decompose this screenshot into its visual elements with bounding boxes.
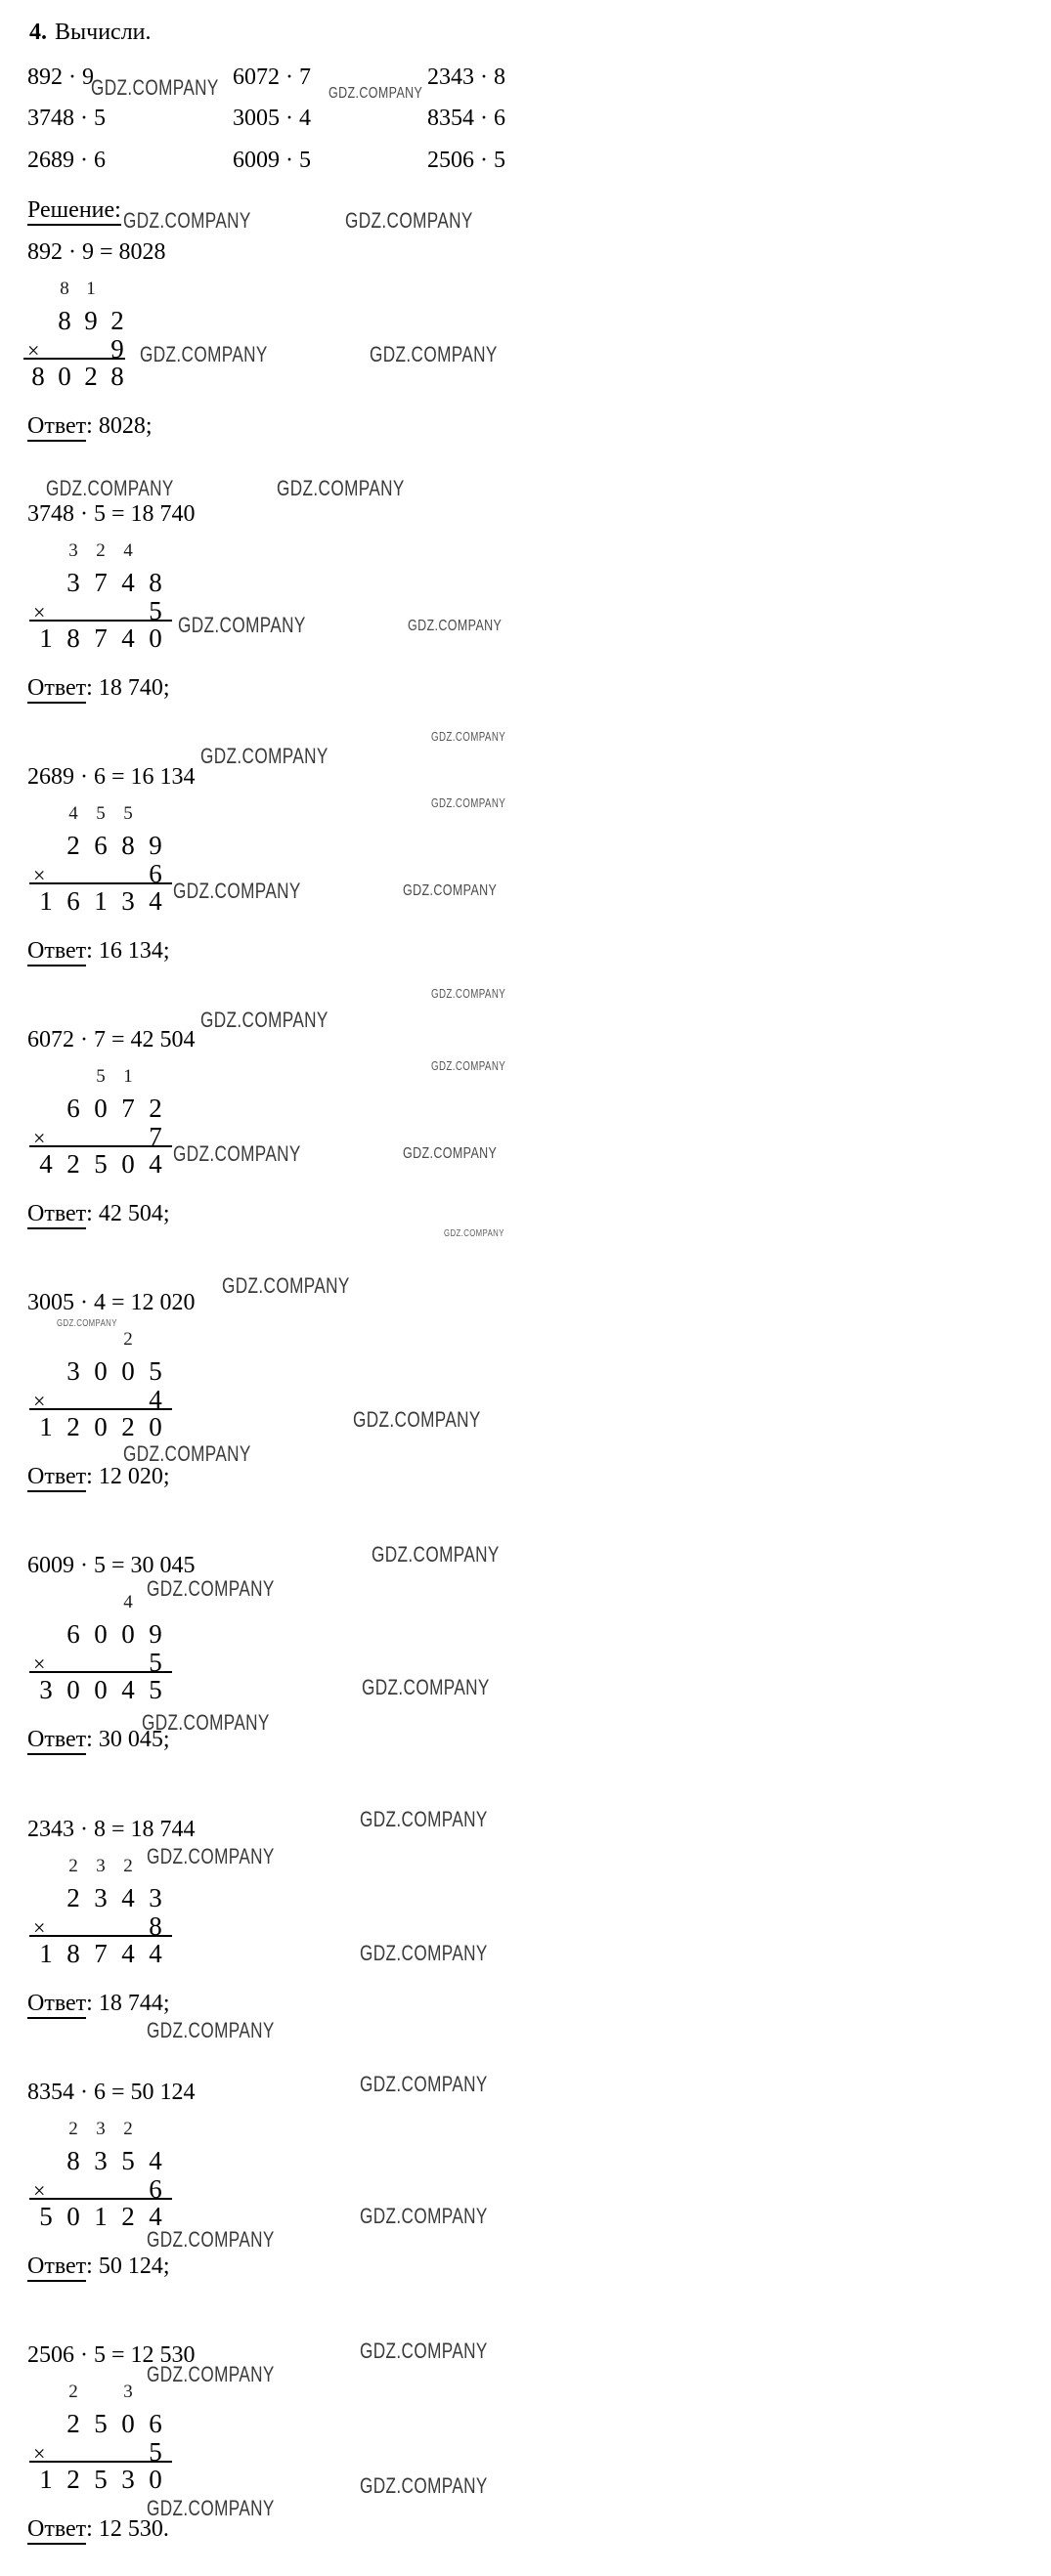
product-digit: 0 (66, 1675, 80, 1704)
multiplier-digit: 5 (149, 2437, 162, 2467)
watermark: GDZ.COMPANY (57, 1318, 117, 1329)
product-digit: 4 (121, 1675, 135, 1704)
answer-line (27, 1991, 170, 2018)
task-number: 4. (29, 20, 47, 45)
product-digit: 6 (66, 886, 80, 916)
product-digit: 2 (66, 1412, 80, 1441)
product-digit: 5 (39, 2202, 53, 2231)
answer-value: : 12 020; (86, 1464, 170, 1489)
factor-digit: 4 (121, 1883, 135, 1912)
product-digit: 4 (39, 1149, 53, 1179)
watermark: GDZ.COMPANY (360, 1941, 488, 1965)
answer-line (27, 1201, 170, 1228)
factor-digit: 0 (121, 1619, 135, 1649)
watermark: GDZ.COMPANY (147, 1576, 275, 1601)
carry-digit: 5 (96, 803, 106, 824)
watermark: GDZ.COMPANY (46, 476, 174, 500)
watermark: GDZ.COMPANY (360, 2204, 488, 2228)
answer-value: : 42 504; (86, 1201, 170, 1226)
carry-digit: 4 (123, 1592, 133, 1612)
product-digit: 0 (94, 1412, 108, 1441)
factor-digit: 9 (84, 306, 98, 335)
watermark: GDZ.COMPANY (123, 1441, 251, 1466)
product-digit: 4 (149, 886, 162, 916)
watermark: GDZ.COMPANY (173, 879, 301, 903)
carry-digit: 1 (123, 1066, 133, 1087)
column-multiplication (0, 764, 225, 930)
factor-digit: 3 (94, 2146, 108, 2175)
carry-digit: 3 (96, 1856, 106, 1876)
watermark: GDZ.COMPANY (200, 1008, 328, 1032)
carry-digit: 3 (123, 2382, 133, 2402)
answer-label: Ответ (27, 1727, 86, 1755)
answer-label: Ответ (27, 675, 86, 704)
equation: 3748 · 5 = 18 740 (27, 501, 196, 527)
product-digit: 1 (94, 2202, 108, 2231)
product-digit: 1 (39, 1412, 53, 1441)
factor-digit: 6 (149, 2409, 162, 2438)
product-digit: 2 (66, 1149, 80, 1179)
answer-line (27, 1464, 170, 1491)
product-digit: 4 (149, 1149, 162, 1179)
product-digit: 5 (149, 1675, 162, 1704)
multiplier-digit: 8 (149, 1911, 162, 1941)
product-digit: 8 (66, 623, 80, 653)
column-multiplication (0, 501, 225, 667)
product-digit: 2 (121, 2202, 135, 2231)
factor-digit: 3 (66, 1356, 80, 1386)
task-header (29, 20, 152, 47)
task-title: Вычисли. (55, 20, 152, 45)
product-digit: 5 (94, 1149, 108, 1179)
factor-digit: 6 (66, 1094, 80, 1123)
factor-digit: 8 (121, 831, 135, 860)
answer-label: Ответ (27, 1201, 86, 1229)
answer-line (27, 938, 170, 966)
factor-digit: 7 (121, 1094, 135, 1123)
factor-digit: 8 (58, 306, 71, 335)
factor-digit: 2 (66, 831, 80, 860)
multiplier-digit: 6 (149, 859, 162, 888)
watermark: GDZ.COMPANY (200, 744, 328, 768)
factor-digit: 2 (66, 1883, 80, 1912)
product-digit: 5 (94, 2465, 108, 2494)
equation: 2689 · 6 = 16 134 (27, 764, 196, 790)
watermark: GDZ.COMPANY (362, 1675, 490, 1699)
product-digit: 8 (66, 1939, 80, 1968)
equation: 6072 · 7 = 42 504 (27, 1027, 196, 1052)
multiplier-digit: 6 (149, 2174, 162, 2204)
factor-digit: 7 (94, 568, 108, 597)
product-digit: 7 (94, 623, 108, 653)
product-digit: 1 (39, 2465, 53, 2494)
factor-digit: 3 (149, 1883, 162, 1912)
product-digit: 0 (149, 2465, 162, 2494)
answer-line (27, 2516, 169, 2544)
answer-line (27, 675, 170, 703)
carry-digit: 1 (86, 279, 96, 299)
product-digit: 0 (149, 1412, 162, 1441)
factor-digit: 2 (66, 2409, 80, 2438)
multiplication-sign: × (33, 1389, 46, 1413)
watermark: GDZ.COMPANY (360, 2072, 488, 2096)
answer-label: Ответ (27, 2516, 86, 2545)
carry-digit: 3 (96, 2119, 106, 2139)
product-digit: 4 (149, 1939, 162, 1968)
watermark: GDZ.COMPANY (408, 618, 503, 634)
watermark: GDZ.COMPANY (178, 613, 306, 637)
factor-digit: 3 (66, 568, 80, 597)
watermark: GDZ.COMPANY (277, 476, 405, 500)
product-digit: 2 (66, 2465, 80, 2494)
product-digit: 0 (149, 623, 162, 653)
factor-digit: 8 (66, 2146, 80, 2175)
watermark: GDZ.COMPANY (222, 1273, 350, 1298)
watermark: GDZ.COMPANY (403, 882, 498, 899)
factor-digit: 8 (149, 568, 162, 597)
product-digit: 3 (121, 2465, 135, 2494)
equation: 2506 · 5 = 12 530 (27, 2342, 196, 2368)
product-digit: 3 (121, 886, 135, 916)
factor-digit: 0 (121, 1356, 135, 1386)
column-multiplication (0, 2080, 225, 2246)
factor-digit: 2 (110, 306, 124, 335)
carry-digit: 2 (68, 1856, 78, 1876)
product-digit: 1 (39, 1939, 53, 1968)
carry-digit: 8 (60, 279, 69, 299)
product-digit: 8 (110, 362, 124, 391)
multiplication-sign: × (33, 2178, 46, 2203)
answer-value: : 18 744; (86, 1991, 170, 2016)
carry-digit: 2 (68, 2119, 78, 2139)
answer-label: Ответ (27, 2254, 86, 2282)
answer-label: Ответ (27, 413, 86, 442)
watermark: GDZ.COMPANY (147, 2227, 275, 2252)
answer-value: : 18 740; (86, 675, 170, 701)
carry-digit: 2 (123, 2119, 133, 2139)
multiplication-sign: × (27, 338, 40, 363)
watermark: GDZ.COMPANY (431, 730, 506, 744)
answer-value: : 16 134; (86, 938, 170, 964)
multiplication-sign: × (33, 863, 46, 887)
product-digit: 0 (121, 1149, 135, 1179)
problem-item: 8354 · 6 (427, 106, 505, 131)
product-digit: 8 (31, 362, 45, 391)
watermark: GDZ.COMPANY (431, 796, 506, 810)
factor-digit: 4 (149, 2146, 162, 2175)
watermark: GDZ.COMPANY (431, 1059, 506, 1073)
watermark: GDZ.COMPANY (353, 1407, 481, 1432)
problem-item: 6009 · 5 (233, 148, 311, 173)
product-digit: 4 (149, 2202, 162, 2231)
watermark: GDZ.COMPANY (403, 1145, 498, 1162)
watermark: GDZ.COMPANY (147, 2018, 275, 2042)
multiplication-sign: × (33, 1652, 46, 1676)
factor-digit: 9 (149, 1619, 162, 1649)
column-multiplication (0, 1027, 225, 1193)
multiplier-digit: 4 (149, 1385, 162, 1414)
watermark: GDZ.COMPANY (370, 342, 498, 366)
factor-digit: 6 (94, 831, 108, 860)
watermark: GDZ.COMPANY (360, 1807, 488, 1831)
column-multiplication (0, 1817, 225, 1983)
watermark: GDZ.COMPANY (328, 85, 423, 102)
problem-item: 2506 · 5 (427, 148, 505, 173)
multiplier-digit: 9 (110, 334, 124, 364)
product-digit: 4 (121, 623, 135, 653)
carry-digit: 2 (68, 2382, 78, 2402)
factor-digit: 0 (94, 1094, 108, 1123)
multiplier-digit: 5 (149, 596, 162, 625)
carry-digit: 5 (96, 1066, 106, 1087)
equation: 892 · 9 = 8028 (27, 239, 166, 265)
product-digit: 4 (121, 1939, 135, 1968)
problem-item: 2343 · 8 (427, 64, 505, 90)
product-digit: 7 (94, 1939, 108, 1968)
answer-label: Ответ (27, 1991, 86, 2019)
watermark: GDZ.COMPANY (123, 208, 251, 233)
multiplier-digit: 7 (149, 1122, 162, 1151)
product-digit: 0 (58, 362, 71, 391)
carry-digit: 2 (123, 1329, 133, 1350)
carry-digit: 4 (123, 540, 133, 561)
answer-value: : 8028; (86, 413, 153, 439)
product-digit: 0 (94, 1675, 108, 1704)
equation: 2343 · 8 = 18 744 (27, 1817, 196, 1842)
answer-value: : 50 124; (86, 2254, 170, 2279)
product-digit: 0 (66, 2202, 80, 2231)
product-digit: 1 (39, 623, 53, 653)
solution-block (0, 2080, 547, 2304)
multiplier-digit: 5 (149, 1648, 162, 1677)
problem-item: 3748 · 5 (27, 106, 106, 131)
watermark: GDZ.COMPANY (444, 1228, 504, 1239)
column-multiplication (0, 239, 225, 406)
watermark: GDZ.COMPANY (372, 1542, 500, 1567)
problem-item: 892 · 9 (27, 64, 94, 90)
factor-digit: 0 (94, 1619, 108, 1649)
equation: 3005 · 4 = 12 020 (27, 1290, 196, 1315)
equation: 8354 · 6 = 50 124 (27, 2080, 196, 2105)
multiplication-sign: × (33, 600, 46, 624)
multiplication-sign: × (33, 2441, 46, 2466)
product-digit: 3 (39, 1675, 53, 1704)
product-digit: 1 (39, 886, 53, 916)
product-digit: 2 (84, 362, 98, 391)
watermark: GDZ.COMPANY (360, 2473, 488, 2498)
factor-digit: 5 (94, 2409, 108, 2438)
watermark: GDZ.COMPANY (431, 987, 506, 1001)
factor-digit: 5 (149, 1356, 162, 1386)
watermark: GDZ.COMPANY (345, 208, 473, 233)
watermark: GDZ.COMPANY (147, 1844, 275, 1868)
watermark: GDZ.COMPANY (142, 1710, 270, 1735)
watermark: GDZ.COMPANY (91, 75, 219, 100)
product-digit: 2 (121, 1412, 135, 1441)
problem-item: 6072 · 7 (233, 64, 311, 90)
carry-digit: 3 (68, 540, 78, 561)
factor-digit: 0 (121, 2409, 135, 2438)
factor-digit: 4 (121, 568, 135, 597)
answer-label: Ответ (27, 938, 86, 966)
problem-item: 2689 · 6 (27, 148, 106, 173)
answer-value: : 12 530. (86, 2516, 169, 2542)
watermark: GDZ.COMPANY (147, 2362, 275, 2386)
carry-digit: 4 (68, 803, 78, 824)
factor-digit: 5 (121, 2146, 135, 2175)
watermark: GDZ.COMPANY (147, 2496, 275, 2520)
factor-digit: 6 (66, 1619, 80, 1649)
carry-digit: 2 (123, 1856, 133, 1876)
watermark: GDZ.COMPANY (360, 2339, 488, 2363)
factor-digit: 3 (94, 1883, 108, 1912)
multiplication-sign: × (33, 1126, 46, 1150)
answer-line (27, 2254, 170, 2281)
answer-label: Ответ (27, 1464, 86, 1492)
problem-item: 3005 · 4 (233, 106, 311, 131)
watermark: GDZ.COMPANY (173, 1141, 301, 1166)
factor-digit: 2 (149, 1094, 162, 1123)
answer-line (27, 413, 153, 441)
multiplication-sign: × (33, 1915, 46, 1940)
solution-heading: Решение: (27, 197, 121, 225)
watermark: GDZ.COMPANY (140, 342, 268, 366)
equation: 6009 · 5 = 30 045 (27, 1553, 196, 1578)
factor-digit: 0 (94, 1356, 108, 1386)
product-digit: 1 (94, 886, 108, 916)
column-multiplication (0, 1290, 225, 1456)
factor-digit: 9 (149, 831, 162, 860)
carry-digit: 5 (123, 803, 133, 824)
answer-value: : 30 045; (86, 1727, 170, 1752)
carry-digit: 2 (96, 540, 106, 561)
